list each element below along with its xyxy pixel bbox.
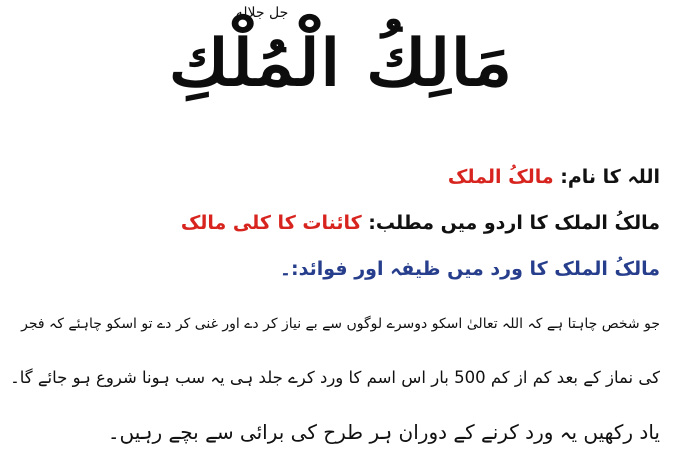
name-value: مالکُ الملک xyxy=(447,166,554,188)
meaning-label: مالکُ الملک کا اردو میں مطلب: xyxy=(368,212,660,234)
honorific-mark: جل جلاله xyxy=(235,5,289,21)
name-line xyxy=(10,166,660,188)
calligraphy-title: مَالِكُ الْمُلْكِ xyxy=(168,26,512,101)
meaning-value: کائنات کا کلی مالک xyxy=(180,212,362,234)
body-line-2: کی نماز کے بعد کم از کم 500 بار اس اسم کا ورد کرے جلد ہی یہ سب ہونا شروع ہو جائے گا۔ xyxy=(10,368,660,387)
body-line-3: یاد رکھیں یہ ورد کرنے کے دوران ہر طرح کی برائی سے بچے رہیں۔ xyxy=(107,420,660,444)
calligraphy-heading xyxy=(0,22,680,106)
meaning-line xyxy=(10,212,660,234)
name-label: اللہ کا نام: xyxy=(560,166,660,188)
body-line-1: جو شخص چاہتا ہے کہ اللہ تعالیٰ اسکو دوسرے لوگوں سے بے نیاز کر دے اور غنی کر دے تو اسکو چاہئے کہ فجر xyxy=(21,316,660,332)
wazifa-heading: مالکُ الملک کا ورد میں ظیفہ اور فوائد:۔ xyxy=(279,258,660,280)
